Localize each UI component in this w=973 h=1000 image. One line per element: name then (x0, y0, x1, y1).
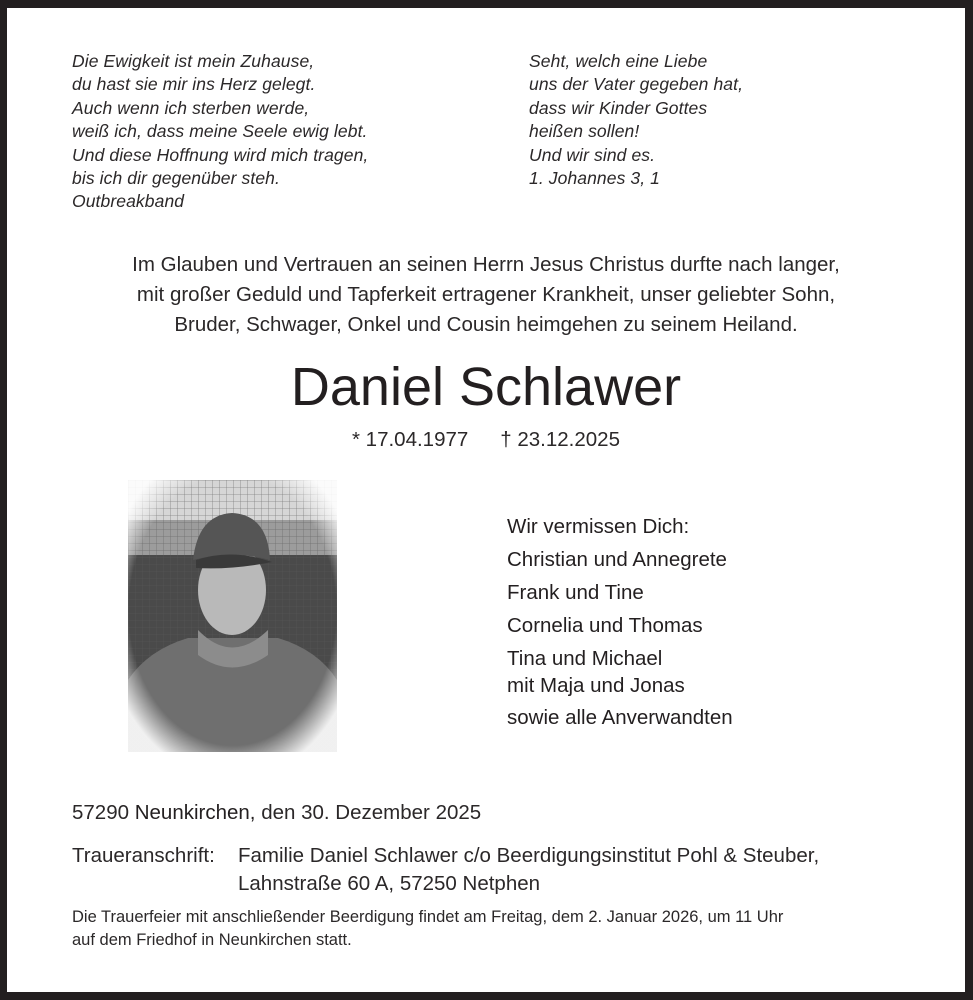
mourner-row: mit Maja und Jonas (507, 674, 685, 697)
address-line: Familie Daniel Schlawer c/o Beerdigungsinstitut Pohl & Steuber, (238, 844, 820, 867)
address-value (238, 842, 819, 898)
mourner-row: Frank und Tine (507, 581, 644, 604)
funeral-line: auf dem Friedhof in Neunkirchen statt. (72, 931, 352, 949)
funeral-info (72, 906, 783, 952)
birth-date: * 17.04.1977 (352, 428, 469, 451)
mourner-row: Cornelia und Thomas (507, 614, 703, 637)
poem-author: Outbreakband (72, 191, 185, 212)
intro-line: mit großer Geduld und Tapferkeit ertragener Krankheit, unser geliebter Sohn, (136, 283, 836, 306)
bible-verse (529, 50, 743, 190)
intro-line: Im Glauben und Vertrauen an seinen Herrn Jesus Christus durfte nach langer, (132, 253, 840, 276)
notice-date: den 30. Dezember 2025 (261, 801, 482, 824)
death-date: † 23.12.2025 (500, 428, 620, 451)
verse-line: Und wir sind es. (529, 144, 656, 165)
life-dates (7, 425, 965, 455)
funeral-line: Die Trauerfeier mit anschließender Beerdigung findet am Freitag, dem 2. Januar 2026, um 11 Uhr (72, 908, 784, 926)
address-line: Lahnstraße 60 A, 57250 Netphen (238, 872, 541, 895)
verse-line: dass wir Kinder Gottes (529, 97, 708, 118)
vignette (128, 480, 337, 752)
mourner-row: sowie alle Anverwandten (507, 706, 733, 729)
verse-reference: 1. Johannes 3, 1 (529, 168, 661, 189)
verse-line: Seht, welch eine Liebe (529, 51, 708, 71)
poem-line: bis ich dir gegenüber steh. (72, 168, 280, 189)
deceased-name: Daniel Schlawer (290, 357, 682, 417)
portrait-illustration (128, 480, 337, 752)
poem-line: Auch wenn ich sterben werde, (72, 97, 310, 118)
obituary-notice (7, 8, 965, 992)
poem-line: du hast sie mir ins Herz gelegt. (72, 74, 316, 95)
zip-code: 57290 (72, 801, 130, 824)
poem-left (72, 50, 368, 214)
poem-line: Und diese Hoffnung wird mich tragen, (72, 144, 369, 165)
place-and-date (72, 798, 481, 828)
poem-line: weiß ich, dass meine Seele ewig lebt. (72, 121, 368, 142)
address-label: Traueranschrift: (72, 844, 215, 867)
poem-line: Die Ewigkeit ist mein Zuhause, (72, 51, 315, 71)
portrait-photo (128, 480, 337, 752)
mourner-row: Christian und Annegrete (507, 548, 727, 571)
mourners-heading: Wir vermissen Dich: (507, 515, 690, 538)
mourners-list (507, 510, 733, 736)
mourner-row: Tina und Michael (507, 647, 663, 670)
verse-line: uns der Vater gegeben hat, (529, 74, 744, 95)
verse-line: heißen sollen! (529, 121, 640, 142)
intro-line: Bruder, Schwager, Onkel und Cousin heimgehen zu seinem Heiland. (174, 313, 798, 336)
city: Neunkirchen, (134, 801, 256, 824)
intro-text (7, 250, 965, 340)
